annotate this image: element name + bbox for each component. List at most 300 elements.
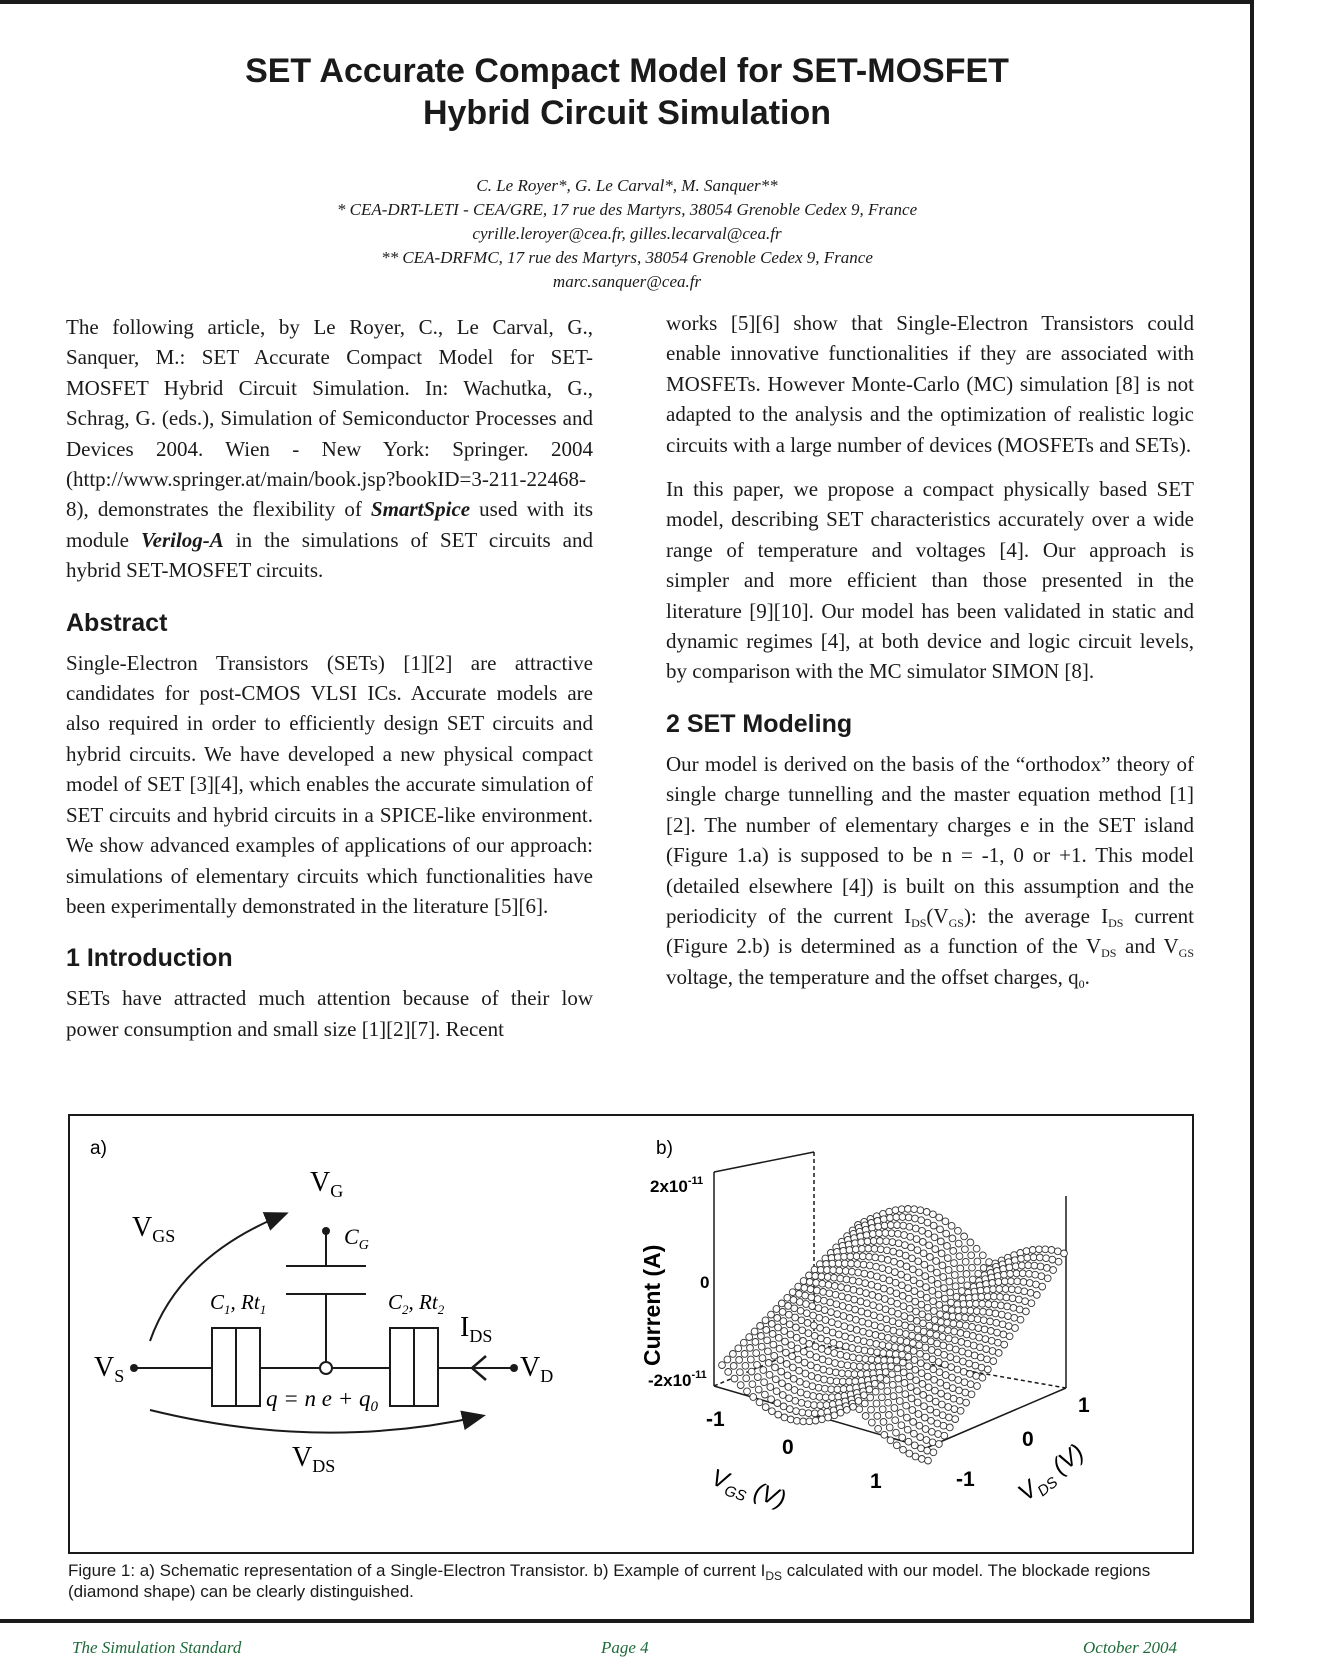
- surface-point: [938, 1390, 945, 1397]
- surface-point: [903, 1338, 910, 1345]
- surface-point: [963, 1399, 970, 1406]
- surface-point: [783, 1349, 790, 1356]
- surface-point: [842, 1333, 849, 1340]
- surface-point: [979, 1252, 986, 1259]
- surface-point: [908, 1244, 915, 1251]
- z-tick-top: $2x10^{-11}$: [650, 1175, 704, 1196]
- junction-1-left: [212, 1328, 236, 1406]
- surface-point: [928, 1428, 935, 1435]
- surface-point: [849, 1345, 856, 1352]
- surface-point: [874, 1273, 881, 1280]
- surface-point: [909, 1332, 916, 1339]
- surface-point: [822, 1394, 829, 1401]
- surface-point: [889, 1239, 896, 1246]
- surface-point: [895, 1375, 902, 1382]
- surface-point: [934, 1281, 941, 1288]
- surface-point: [932, 1324, 939, 1331]
- surface-point: [964, 1340, 971, 1347]
- surface-point: [920, 1392, 927, 1399]
- surface-point: [878, 1255, 885, 1262]
- footer-page-number: Page 4: [601, 1638, 649, 1657]
- surface-point: [912, 1215, 919, 1222]
- surface-point: [951, 1272, 958, 1279]
- surface-point: [856, 1355, 863, 1362]
- surface-point: [1019, 1270, 1026, 1277]
- surface-point: [790, 1364, 797, 1371]
- surface-point: [929, 1287, 936, 1294]
- surface-point: [748, 1368, 755, 1375]
- surface-point: [920, 1320, 927, 1327]
- surface-point: [839, 1370, 846, 1377]
- surface-point: [906, 1223, 913, 1230]
- surface-point: [855, 1398, 862, 1405]
- surface-point: [775, 1324, 782, 1331]
- surface-point: [925, 1384, 932, 1391]
- surface-point: [1022, 1298, 1029, 1305]
- surface-point: [781, 1414, 788, 1421]
- surface-point: [769, 1408, 776, 1415]
- surface-point: [856, 1278, 863, 1285]
- surface-point: [967, 1371, 974, 1378]
- right-column: [666, 308, 1194, 1006]
- surface-point: [846, 1247, 853, 1254]
- surface-point: [881, 1357, 888, 1364]
- surface-point: [894, 1300, 901, 1307]
- surface-point: [755, 1386, 762, 1393]
- surface-point: [909, 1407, 916, 1414]
- surface-point: [886, 1412, 893, 1419]
- surface-point: [826, 1290, 833, 1297]
- surface-point: [958, 1339, 965, 1346]
- surface-point: [900, 1369, 907, 1376]
- surface-point: [861, 1270, 868, 1277]
- surface-point: [877, 1246, 884, 1253]
- surface-point: [837, 1351, 844, 1358]
- surface-point: [956, 1397, 963, 1404]
- surface-point: [890, 1327, 897, 1334]
- surface-point: [1019, 1262, 1026, 1269]
- surface-point: [893, 1429, 900, 1436]
- surface-point: [741, 1351, 748, 1358]
- surface-point: [977, 1354, 984, 1361]
- surface-point: [940, 1422, 947, 1429]
- junction-2-left: [390, 1328, 414, 1406]
- surface-point: [903, 1263, 910, 1270]
- surface-point: [877, 1314, 884, 1321]
- surface-point: [896, 1329, 903, 1336]
- surface-point: [918, 1217, 925, 1224]
- surface-point: [910, 1348, 917, 1355]
- surface-point: [965, 1350, 972, 1357]
- surface-point: [858, 1239, 865, 1246]
- surface-point: [806, 1340, 813, 1347]
- surface-point: [950, 1320, 957, 1327]
- surface-point: [990, 1358, 997, 1365]
- surface-point: [930, 1298, 937, 1305]
- surface-point: [793, 1324, 800, 1331]
- surface-point: [840, 1386, 847, 1393]
- surface-point: [853, 1327, 860, 1334]
- surface-point: [825, 1414, 832, 1421]
- surface-point: [895, 1230, 902, 1237]
- surface-point: [1001, 1341, 1008, 1348]
- surface-point: [1049, 1256, 1056, 1263]
- junction-1-right: [236, 1328, 260, 1406]
- surface-point: [935, 1431, 942, 1438]
- surface-point: [743, 1375, 750, 1382]
- surface-point: [890, 1393, 897, 1400]
- surface-point: [829, 1394, 836, 1401]
- surface-point: [800, 1338, 807, 1345]
- surface-point: [773, 1306, 780, 1313]
- surface-point: [887, 1215, 894, 1222]
- surface-point: [1032, 1271, 1039, 1278]
- surface-point: [778, 1300, 785, 1307]
- surface-point: [926, 1322, 933, 1329]
- surface-point: [939, 1412, 946, 1419]
- surface-point: [980, 1308, 987, 1315]
- surface-point: [875, 1425, 882, 1432]
- figure-1-svg: [70, 1116, 1192, 1552]
- surface-point: [897, 1410, 904, 1417]
- surface-point: [992, 1310, 999, 1317]
- surface-point: [819, 1356, 826, 1363]
- surface-point: [943, 1313, 950, 1320]
- surface-point: [852, 1306, 859, 1313]
- set-modeling-text: Our model is derived on the basis of the “orthodox” theory of single charge tunnelling and the master equation method [1][2]. The number of elementary charges e in the SET island (Figure 1.a) is supposed to be n = -1, 0 or +1. This model (detailed elsewhere [4]) is built on this assumption and the periodicity of the current $I_{DS}(V_{GS})$: the average $I_{DS}$ current (Figure 2.b) is determined as a function of the $V_{DS}$ and $V_{GS}$ voltage, the temperature and the offset charges, $q_0$.: [666, 751, 1194, 991]
- surface-point: [894, 1365, 901, 1372]
- surface-point: [889, 1371, 896, 1378]
- surface-point: [783, 1361, 790, 1368]
- surface-point: [951, 1406, 958, 1413]
- surface-point: [859, 1253, 866, 1260]
- surface-point: [834, 1254, 841, 1261]
- surface-point: [762, 1404, 769, 1411]
- surface-point: [815, 1384, 822, 1391]
- surface-point: [902, 1252, 909, 1259]
- surface-point: [1003, 1294, 1010, 1301]
- surface-point: [807, 1286, 814, 1293]
- surface-point: [754, 1361, 761, 1368]
- surface-point: [911, 1288, 918, 1295]
- surface-point: [941, 1285, 948, 1292]
- surface-point: [927, 1254, 934, 1261]
- surface-point: [813, 1279, 820, 1286]
- surface-point: [763, 1327, 770, 1334]
- intro-text-a: The following article, by Le Royer, C., Le Carval, G., Sanquer, M.: SET Accurate Compact Model for SET-MOSFET Hybrid Circuit Simulation. In: Wachutka, G., Schrag, G. (eds.), Simulation of Semiconductor Processes and Devices 2004. Wien - New York: Springer. 2004 (http://www.springer.at/main/book.jsp?bookID=3-211-22468-8), demonstrates the flexibility of: [66, 315, 593, 522]
- surface-point: [799, 1409, 806, 1416]
- surface-point: [956, 1321, 963, 1328]
- surface-point: [839, 1303, 846, 1310]
- surface-point: [860, 1338, 867, 1345]
- surface-point: [806, 1418, 813, 1425]
- surface-point: [912, 1366, 919, 1373]
- surface-point: [791, 1305, 798, 1312]
- surface-point: [837, 1409, 844, 1416]
- surface-point: [884, 1257, 891, 1264]
- surface-point: [891, 1405, 898, 1412]
- surface-point: [892, 1207, 899, 1214]
- surface-point: [941, 1351, 948, 1358]
- surface-point: [838, 1284, 845, 1291]
- surface-point: [817, 1267, 824, 1274]
- surface-point: [938, 1250, 945, 1257]
- article-title: [0, 50, 1254, 134]
- surface-point: [944, 1243, 951, 1250]
- surface-point: [852, 1378, 859, 1385]
- surface-point: [797, 1389, 804, 1396]
- surface-point: [991, 1301, 998, 1308]
- surface-point: [772, 1364, 779, 1371]
- surface-point: [898, 1422, 905, 1429]
- surface-point: [795, 1356, 802, 1363]
- surface-point: [919, 1227, 926, 1234]
- surface-point: [831, 1283, 838, 1290]
- surface-point: [840, 1313, 847, 1320]
- surface-point: [787, 1331, 794, 1338]
- surface-point: [719, 1362, 726, 1369]
- surface-point: [804, 1401, 811, 1408]
- surface-point: [1037, 1263, 1044, 1270]
- surface-point: [842, 1268, 849, 1275]
- surface-point: [964, 1282, 971, 1289]
- surface-point: [930, 1211, 937, 1218]
- surface-point: [806, 1272, 813, 1279]
- surface-point: [918, 1301, 925, 1308]
- surface-point: [767, 1384, 774, 1391]
- surface-point: [906, 1295, 913, 1302]
- surface-point: [939, 1333, 946, 1340]
- surface-point: [951, 1260, 958, 1267]
- surface-point: [952, 1337, 959, 1344]
- surface-point: [982, 1336, 989, 1343]
- surface-point: [796, 1367, 803, 1374]
- surface-point: [884, 1247, 891, 1254]
- surface-point: [862, 1356, 869, 1363]
- surface-point: [779, 1380, 786, 1387]
- surface-point: [1001, 1271, 1008, 1278]
- surface-point: [879, 1394, 886, 1401]
- affiliation-1: * CEA-DRT-LETI - CEA/GRE, 17 rue des Martyrs, 38054 Grenoble Cedex 9, France: [336, 200, 918, 219]
- surface-point: [789, 1289, 796, 1296]
- surface-point: [917, 1291, 924, 1298]
- surface-point: [735, 1345, 742, 1352]
- surface-point: [911, 1430, 918, 1437]
- surface-point: [875, 1223, 882, 1230]
- surface-point: [967, 1239, 974, 1246]
- vds-axis-label: $V_{DS}$ (V): [1013, 1438, 1090, 1507]
- surface-point: [1007, 1270, 1014, 1277]
- surface-point: [950, 1248, 957, 1255]
- surface-point: [759, 1355, 766, 1362]
- surface-point: [918, 1370, 925, 1377]
- surface-point: [912, 1298, 919, 1305]
- surface-point: [802, 1292, 809, 1299]
- surface-point: [899, 1434, 906, 1441]
- surface-point: [996, 1286, 1003, 1293]
- surface-point: [804, 1391, 811, 1398]
- surface-point: [956, 1314, 963, 1321]
- surface-point: [946, 1278, 953, 1285]
- surface-point: [785, 1384, 792, 1391]
- surface-point: [830, 1339, 837, 1346]
- surface-point: [1033, 1292, 1040, 1299]
- surface-point: [860, 1328, 867, 1335]
- vgs-label: $V_{GS}$: [132, 1212, 176, 1246]
- surface-point: [772, 1376, 779, 1383]
- surface-point: [1061, 1250, 1068, 1257]
- surface-point: [914, 1399, 921, 1406]
- surface-point: [845, 1295, 852, 1302]
- surface-point: [863, 1300, 870, 1307]
- affiliation-2: ** CEA-DRFMC, 17 rue des Martyrs, 38054 Grenoble Cedex 9, France: [381, 248, 873, 267]
- surface-point: [856, 1288, 863, 1295]
- surface-point: [932, 1246, 939, 1253]
- c2-label: $C_2$, $Rt_2$: [388, 1290, 445, 1317]
- surface-point: [968, 1391, 975, 1398]
- surface-point: [904, 1274, 911, 1281]
- surface-point: [936, 1301, 943, 1308]
- surface-point: [812, 1417, 819, 1424]
- c1-label: $C_1$, $Rt_1$: [210, 1290, 267, 1317]
- surface-point: [886, 1350, 893, 1357]
- surface-point: [984, 1287, 991, 1294]
- surface-point: [873, 1400, 880, 1407]
- surface-point: [985, 1301, 992, 1308]
- surface-point: [913, 1377, 920, 1384]
- surface-point: [910, 1277, 917, 1284]
- surface-point: [980, 1265, 987, 1272]
- surface-point: [1048, 1247, 1055, 1254]
- surface-point: [1028, 1300, 1035, 1307]
- surface-point: [905, 1353, 912, 1360]
- surface-point: [881, 1222, 888, 1229]
- surface-point: [941, 1295, 948, 1302]
- surface-point: [999, 1321, 1006, 1328]
- surface-point: [1044, 1275, 1051, 1282]
- surface-point: [873, 1263, 880, 1270]
- surface-point: [1036, 1246, 1043, 1253]
- surface-point: [989, 1348, 996, 1355]
- surface-point: [752, 1339, 759, 1346]
- title-line-2: Hybrid Circuit Simulation: [422, 94, 832, 132]
- vds-tick-1: 0: [1022, 1428, 1034, 1451]
- surface-point: [880, 1419, 887, 1426]
- surface-point: [866, 1386, 873, 1393]
- surface-point: [754, 1374, 761, 1381]
- surface-point: [777, 1357, 784, 1364]
- surface-point: [951, 1328, 958, 1335]
- surface-point: [979, 1300, 986, 1307]
- surface-point: [989, 1280, 996, 1287]
- surface-point: [1029, 1247, 1036, 1254]
- surface-point: [811, 1402, 818, 1409]
- surface-point: [893, 1290, 900, 1297]
- surface-point: [903, 1331, 910, 1338]
- surface-point: [792, 1314, 799, 1321]
- surface-point: [878, 1324, 885, 1331]
- vds-arrow: [150, 1410, 482, 1433]
- surface-point: [855, 1346, 862, 1353]
- surface-point: [843, 1276, 850, 1283]
- surface-point: [890, 1248, 897, 1255]
- surface-point: [929, 1439, 936, 1446]
- surface-point: [976, 1334, 983, 1341]
- surface-point: [886, 1208, 893, 1215]
- surface-point: [891, 1269, 898, 1276]
- surface-point: [879, 1406, 886, 1413]
- surface-point: [924, 1363, 931, 1370]
- surface-point: [849, 1268, 856, 1275]
- panel-b-label: b): [656, 1138, 673, 1159]
- surface-point: [874, 1349, 881, 1356]
- surface-point: [814, 1287, 821, 1294]
- surface-point: [724, 1356, 731, 1363]
- surface-point: [822, 1385, 829, 1392]
- surface-point: [809, 1383, 816, 1390]
- surface-point: [889, 1381, 896, 1388]
- surface-point: [940, 1274, 947, 1281]
- surface-point: [945, 1335, 952, 1342]
- email-2: marc.sanquer@cea.fr: [552, 272, 702, 291]
- surface-point: [923, 1284, 930, 1291]
- surface-point: [862, 1280, 869, 1287]
- surface-point: [824, 1337, 831, 1344]
- surface-point: [933, 1332, 940, 1339]
- surface-point: [823, 1402, 830, 1409]
- surface-point: [825, 1348, 832, 1355]
- surface-point: [836, 1341, 843, 1348]
- surface-point: [957, 1265, 964, 1272]
- surface-point: [860, 1261, 867, 1268]
- surface-point: [871, 1322, 878, 1329]
- surface-point: [932, 1398, 939, 1405]
- surface-point: [884, 1325, 891, 1332]
- surface-point: [1012, 1263, 1019, 1270]
- surface-point: [1026, 1280, 1033, 1287]
- surface-point: [807, 1362, 814, 1369]
- surface-point: [796, 1291, 803, 1298]
- surface-point: [881, 1431, 888, 1438]
- smartspice-name: SmartSpice: [370, 497, 471, 522]
- surface-point: [844, 1285, 851, 1292]
- surface-point: [810, 1393, 817, 1400]
- surface-point: [924, 1373, 931, 1380]
- surface-point: [866, 1330, 873, 1337]
- surface-point: [872, 1254, 879, 1261]
- surface-point: [891, 1258, 898, 1265]
- surface-point: [821, 1376, 828, 1383]
- surface-point: [948, 1299, 955, 1306]
- surface-point: [986, 1309, 993, 1316]
- surface-point: [1010, 1304, 1017, 1311]
- surface-point: [966, 1300, 973, 1307]
- surface-point: [968, 1252, 975, 1259]
- surface-point: [869, 1363, 876, 1370]
- surface-point: [994, 1329, 1001, 1336]
- surface-point: [925, 1230, 932, 1237]
- surface-point: [832, 1291, 839, 1298]
- surface-point: [921, 1403, 928, 1410]
- surface-point: [896, 1386, 903, 1393]
- surface-point: [773, 1388, 780, 1395]
- surface-point: [987, 1318, 994, 1325]
- surface-point: [923, 1294, 930, 1301]
- surface-point: [917, 1207, 924, 1214]
- surface-point: [1016, 1296, 1023, 1303]
- surface-point: [737, 1369, 744, 1376]
- surface-point: [931, 1317, 938, 1324]
